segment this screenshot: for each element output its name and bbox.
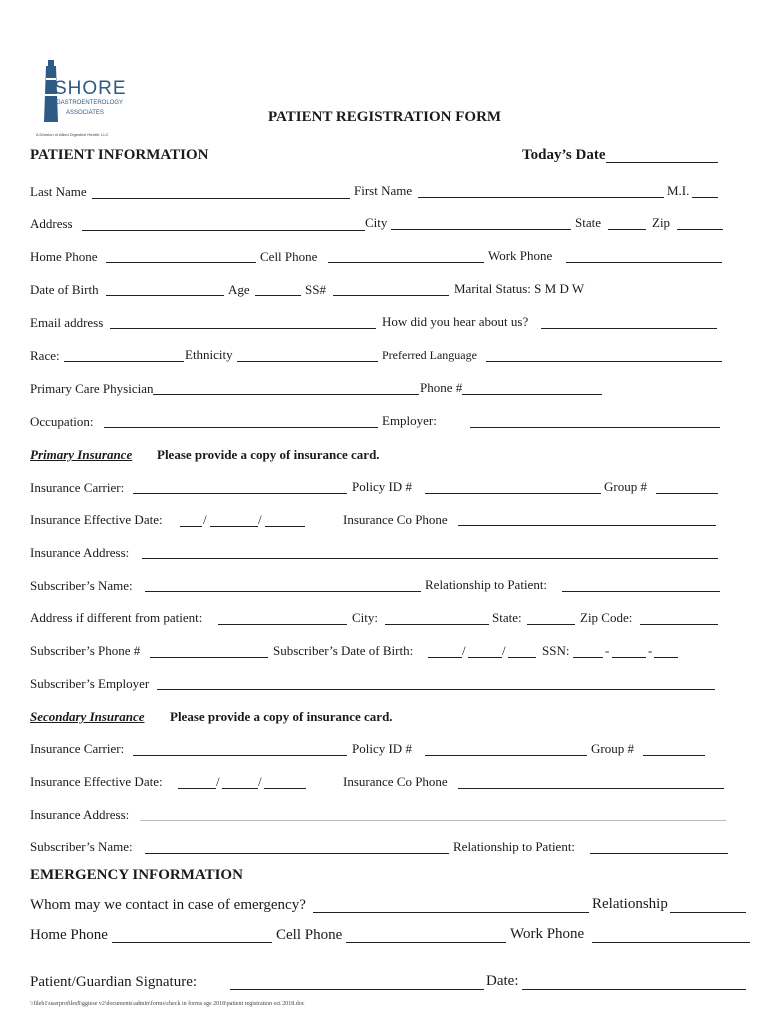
- primary-policy-label: Policy ID #: [352, 479, 412, 494]
- signature-date-label: Date:: [486, 973, 519, 989]
- hear-field[interactable]: [541, 328, 717, 329]
- secondary-policy-field[interactable]: [425, 755, 587, 756]
- dash: -: [605, 643, 610, 658]
- primary-carrier-label: Insurance Carrier:: [30, 480, 125, 495]
- work-phone-label: Work Phone: [488, 248, 553, 263]
- sub-employer-label: Subscriber’s Employer: [30, 676, 150, 691]
- primary-ins-address-label: Insurance Address:: [30, 545, 130, 560]
- mi-label: M.I.: [667, 183, 690, 198]
- slash: /: [203, 512, 207, 527]
- emergency-whom-field[interactable]: [313, 912, 589, 913]
- signature-field[interactable]: [230, 989, 484, 990]
- dob-field[interactable]: [106, 295, 224, 296]
- secondary-effective-label: Insurance Effective Date:: [30, 774, 163, 789]
- cell-phone-label: Cell Phone: [260, 249, 318, 264]
- emergency-heading: EMERGENCY INFORMATION: [30, 867, 243, 883]
- secondary-co-phone-field[interactable]: [458, 788, 724, 789]
- primary-effective-year[interactable]: [265, 526, 305, 527]
- language-label: Preferred Language: [382, 348, 477, 362]
- primary-policy-field[interactable]: [425, 493, 601, 494]
- age-label: Age: [228, 282, 250, 297]
- secondary-effective-year[interactable]: [264, 788, 306, 789]
- logo-line2: ASSOCIATES: [66, 110, 104, 116]
- emergency-relationship-label: Relationship: [592, 896, 668, 912]
- emergency-work-phone-field[interactable]: [592, 942, 750, 943]
- addr-diff-zip-field[interactable]: [640, 624, 718, 625]
- occupation-label: Occupation:: [30, 414, 94, 429]
- language-field[interactable]: [486, 361, 722, 362]
- zip-field[interactable]: [677, 229, 723, 230]
- first-name-label: First Name: [354, 183, 413, 198]
- logo-tagline: A Division of Allied Digestive Health, LLC: [36, 132, 109, 137]
- addr-diff-city-label: City:: [352, 610, 379, 625]
- secondary-sub-name-label: Subscriber’s Name:: [30, 839, 133, 854]
- file-path-footer: \\fileb1\userprofiles$\ggiese v2\documents\admin\forms\check in forms sge 2018\patient registration oct 2018.doc: [30, 1001, 305, 1007]
- slash: /: [462, 643, 466, 658]
- ethnicity-field[interactable]: [237, 361, 378, 362]
- primary-co-phone-label: Insurance Co Phone: [343, 512, 448, 527]
- emergency-home-phone-label: Home Phone: [30, 927, 108, 943]
- city-label: City: [365, 215, 388, 230]
- hear-label: How did you hear about us?: [382, 314, 529, 329]
- secondary-effective-day[interactable]: [222, 788, 258, 789]
- marital-label[interactable]: Marital Status: S M D W: [454, 281, 585, 296]
- secondary-carrier-field[interactable]: [133, 755, 347, 756]
- secondary-policy-label: Policy ID #: [352, 741, 412, 756]
- secondary-sub-name-field[interactable]: [145, 853, 449, 854]
- logo-name: SHORE: [54, 78, 127, 99]
- todays-date-label: Today’s Date: [522, 147, 606, 163]
- mi-field[interactable]: [692, 197, 718, 198]
- slash: /: [502, 643, 506, 658]
- emergency-relationship-field[interactable]: [670, 912, 746, 913]
- patient-info-heading: PATIENT INFORMATION: [30, 147, 209, 163]
- primary-sub-name-field[interactable]: [145, 591, 421, 592]
- pcp-phone-field[interactable]: [462, 394, 602, 395]
- address-field[interactable]: [82, 230, 365, 231]
- slash: /: [216, 774, 220, 789]
- home-phone-label: Home Phone: [30, 249, 98, 264]
- primary-effective-month[interactable]: [180, 526, 202, 527]
- secondary-group-field[interactable]: [643, 755, 705, 756]
- signature-label: Patient/Guardian Signature:: [30, 974, 198, 990]
- primary-ins-address-field[interactable]: [142, 558, 718, 559]
- emergency-cell-phone-field[interactable]: [346, 942, 506, 943]
- addr-diff-state-field[interactable]: [527, 624, 575, 625]
- race-field[interactable]: [64, 361, 184, 362]
- emergency-home-phone-field[interactable]: [112, 942, 272, 943]
- primary-effective-day[interactable]: [210, 526, 258, 527]
- sub-phone-field[interactable]: [150, 657, 268, 658]
- ssn-part3[interactable]: [654, 657, 678, 658]
- emergency-whom-label: Whom may we contact in case of emergency?: [30, 897, 306, 913]
- secondary-relationship-label: Relationship to Patient:: [453, 839, 576, 854]
- email-field[interactable]: [110, 328, 376, 329]
- ssn-part1[interactable]: [573, 657, 603, 658]
- work-phone-field[interactable]: [566, 262, 722, 263]
- secondary-effective-month[interactable]: [178, 788, 216, 789]
- state-label: State: [575, 215, 601, 230]
- dash: -: [648, 643, 653, 658]
- primary-relationship-field[interactable]: [562, 591, 720, 592]
- cell-phone-field[interactable]: [328, 262, 484, 263]
- sub-employer-field[interactable]: [157, 689, 715, 690]
- ssn-part2[interactable]: [612, 657, 646, 658]
- sub-dob-day[interactable]: [468, 657, 502, 658]
- primary-carrier-field[interactable]: [133, 493, 347, 494]
- secondary-carrier-label: Insurance Carrier:: [30, 741, 125, 756]
- secondary-insurance-heading: Secondary Insurance: [30, 709, 145, 724]
- primary-insurance-heading: Primary Insurance: [30, 447, 133, 462]
- secondary-insurance-note: Please provide a copy of insurance card.: [170, 709, 393, 724]
- addr-diff-field[interactable]: [218, 624, 347, 625]
- sub-dob-label: Subscriber’s Date of Birth:: [273, 643, 414, 658]
- email-label: Email address: [30, 315, 104, 330]
- last-name-label: Last Name: [30, 184, 87, 199]
- sub-phone-label: Subscriber’s Phone #: [30, 643, 141, 658]
- last-name-field[interactable]: [92, 198, 350, 199]
- primary-relationship-label: Relationship to Patient:: [425, 577, 548, 592]
- emergency-work-phone-label: Work Phone: [510, 926, 585, 942]
- employer-label: Employer:: [382, 413, 437, 428]
- todays-date-field[interactable]: [606, 162, 718, 163]
- secondary-relationship-field[interactable]: [590, 853, 728, 854]
- employer-field[interactable]: [470, 427, 720, 428]
- first-name-field[interactable]: [418, 197, 664, 198]
- primary-effective-label: Insurance Effective Date:: [30, 512, 163, 527]
- primary-insurance-note: Please provide a copy of insurance card.: [157, 447, 380, 462]
- age-field[interactable]: [255, 295, 301, 296]
- logo-line1: GASTROENTEROLOGY: [56, 100, 124, 106]
- emergency-cell-phone-label: Cell Phone: [276, 927, 343, 943]
- form-title: PATIENT REGISTRATION FORM: [268, 109, 502, 125]
- city-field[interactable]: [391, 229, 571, 230]
- race-label: Race:: [30, 348, 60, 363]
- slash: /: [258, 512, 262, 527]
- zip-label: Zip: [652, 215, 671, 230]
- slash: /: [258, 774, 262, 789]
- sub-dob-year[interactable]: [508, 657, 536, 658]
- ss-label: SS#: [305, 282, 326, 297]
- addr-diff-label: Address if different from patient:: [30, 610, 203, 625]
- addr-diff-state-label: State:: [492, 610, 522, 625]
- pcp-field[interactable]: [153, 394, 419, 395]
- signature-date-field[interactable]: [522, 989, 746, 990]
- secondary-ins-address-field[interactable]: [140, 820, 726, 821]
- address-label: Address: [30, 216, 73, 231]
- logo: [36, 58, 146, 138]
- state-field[interactable]: [608, 229, 646, 230]
- secondary-ins-address-label: Insurance Address:: [30, 807, 130, 822]
- ss-field[interactable]: [333, 295, 449, 296]
- primary-group-label: Group #: [604, 479, 647, 494]
- dob-label: Date of Birth: [30, 282, 99, 297]
- pcp-label: Primary Care Physician: [30, 381, 154, 396]
- phone-num-label: Phone #: [420, 380, 463, 395]
- ssn-label: SSN:: [542, 643, 570, 658]
- home-phone-field[interactable]: [106, 262, 256, 263]
- primary-co-phone-field[interactable]: [458, 525, 716, 526]
- addr-diff-zip-label: Zip Code:: [580, 610, 633, 625]
- ethnicity-label: Ethnicity: [185, 347, 233, 362]
- primary-sub-name-label: Subscriber’s Name:: [30, 578, 133, 593]
- primary-group-field[interactable]: [656, 493, 718, 494]
- occupation-field[interactable]: [104, 427, 378, 428]
- secondary-group-label: Group #: [591, 741, 634, 756]
- addr-diff-city-field[interactable]: [385, 624, 489, 625]
- sub-dob-month[interactable]: [428, 657, 462, 658]
- secondary-co-phone-label: Insurance Co Phone: [343, 774, 448, 789]
